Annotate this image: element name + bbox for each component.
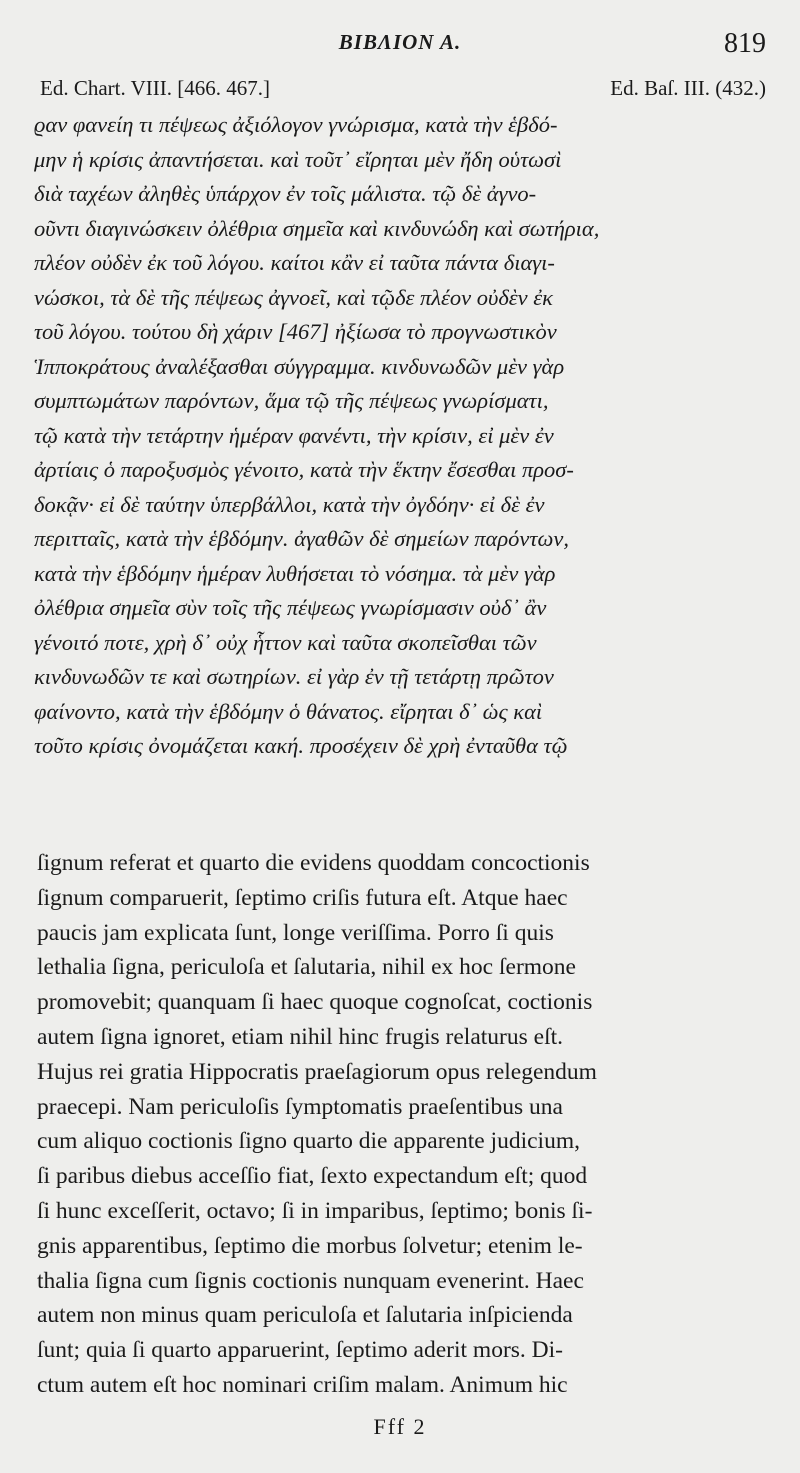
latin-text-line: ſignum comparuerit, ſeptimo criſis futura eſt. Atque haec: [37, 884, 568, 911]
latin-text-line: paucis jam explicata ſunt, longe veriſſima. Porro ſi quis: [37, 919, 554, 946]
greek-text-line: νώσκοι, τὰ δὲ τῆς πέψεως ἀγνοεῖ, καὶ τῷδε πλέον οὐδὲν ἐκ: [34, 284, 553, 310]
edition-right: Ed. Baſ. III. (432.): [610, 76, 766, 100]
latin-text-line: praecepi. Nam periculoſis ſymptomatis praeſentibus una: [37, 1093, 563, 1120]
latin-text-line: cum aliquo coctionis ſigno quarto die apparente judicium,: [37, 1128, 580, 1155]
greek-text-line: δοκᾷν· εἰ δὲ ταύτην ὑπερβάλλοι, κατὰ τὴν ὀγδόην· εἰ δὲ ἐν: [34, 491, 545, 517]
latin-text-line: promovebit; quanquam ſi haec quoque cognoſcat, coctionis: [37, 989, 593, 1016]
greek-text-line: γένοιτό ποτε, χρὴ δ᾽ οὐχ ἧττον καὶ ταῦτα σκοπεῖσθαι τῶν: [34, 629, 537, 655]
greek-text-line: τοῦτο κρίσις ὀνομάζεται κακή. προσέχειν δὲ χρὴ ἐνταῦθα τῷ: [34, 733, 568, 758]
greek-text-line: πλέον οὐδὲν ἐκ τοῦ λόγου. καίτοι κἂν εἰ ταῦτα πάντα διαγι-: [34, 250, 555, 275]
greek-text-line: ϱαν φανείη τι πέψεως ἀξιόλογον γνώρισμα, κατὰ τὴν ἑβδό-: [34, 112, 558, 137]
printer-signature: Fff 2: [373, 1414, 427, 1439]
latin-text-line: ſi hunc exceſſerit, octavo; ſi in imparibus, ſeptimo; bonis ſi-: [37, 1197, 593, 1224]
greek-text-line: μην ἡ κρίσις ἀπαντήσεται. καὶ τοῦτ᾽ εἴρηται μὲν ἤδη οὑτωσὶ: [34, 146, 562, 172]
greek-text-line: οῦντι διαγινώσκειν ὀλέθρια σημεῖα καὶ κινδυνώδη καὶ σωτήρια,: [34, 215, 600, 241]
latin-text-line: gnis apparentibus, ſeptimo die morbus ſolvetur; etenim le-: [37, 1232, 583, 1259]
latin-text-line: ctum autem eſt hoc nominari criſim malam. Animum hic: [37, 1371, 568, 1398]
greek-text-line: ἀρτίαις ὁ παροξυσμὸς γένοιτο, κατὰ τὴν ἕκτην ἔσεσθαι προσ-: [34, 457, 574, 482]
greek-text-line: τοῦ λόγου. τούτου δὴ χάριν [467] ἠξίωσα τὸ προγνωστικὸν: [34, 319, 557, 344]
greek-text-line: συμπτωμάτων παρόντων, ἅμα τῷ τῆς πέψεως γνωρίσματι,: [34, 388, 549, 413]
latin-text-line: ſunt; quia ſi quarto apparuerint, ſeptimo aderit mors. Di-: [37, 1337, 564, 1364]
latin-text-line: thalia ſigna cum ſignis coctionis nunquam evenerint. Haec: [37, 1267, 584, 1294]
latin-text-line: autem ſigna ignoret, etiam nihil hinc frugis relaturus eſt.: [37, 1023, 563, 1050]
greek-text-line: ὀλέθρια σημεῖα σὺν τοῖς τῆς πέψεως γνωρίσμασιν οὐδ᾽ ἂν: [34, 595, 547, 620]
greek-text-line: περιτταῖς, κατὰ τὴν ἑβδόμην. ἀγαθῶν δὲ σημείων παρόντων,: [34, 526, 569, 551]
page-number: 819: [724, 28, 766, 59]
edition-references: [40, 76, 766, 101]
greek-text-line: τῷ κατὰ τὴν τετάρτην ἡμέραν φανέντι, τὴν κρίσιν, εἰ μὲν ἐν: [34, 422, 554, 448]
greek-text-line: Ἱπποκράτους ἀναλέξασθαι σύγγραμμα. κινδυνωδῶν μὲν γὰρ: [34, 353, 565, 379]
latin-text-block: [37, 846, 767, 1403]
running-title: BIBΛΙΟΝ Α.: [338, 30, 462, 54]
latin-text-line: ſignum referat et quarto die evidens quoddam concoctionis: [37, 850, 590, 876]
latin-text-line: ſi paribus diebus acceſſio fiat, ſexto expectandum eſt; quod: [37, 1163, 588, 1190]
edition-left: Ed. Chart. VIII. [466. 467.]: [40, 76, 270, 100]
greek-text-line: διὰ ταχέων ἀληθὲς ὑπάρχον ἐν τοῖς μάλιστα. τῷ δὲ ἀγνο-: [34, 181, 537, 206]
greek-text-line: φαίνοντο, κατὰ τὴν ἑβδόμην ὁ θάνατος. εἴρηται δ᾽ ὡς καὶ: [34, 698, 543, 724]
latin-text-line: lethalia ſigna, periculoſa et ſalutaria, nihil ex hoc ſermone: [37, 954, 576, 981]
greek-text-block: [34, 108, 766, 764]
latin-text-line: autem non minus quam periculoſa et ſalutaria inſpicienda: [37, 1302, 573, 1329]
greek-text-line: κινδυνωδῶν τε καὶ σωτηρίων. εἰ γὰρ ἐν τῇ τετάρτῃ πρῶτον: [34, 664, 554, 689]
greek-text-line: κατὰ τὴν ἑβδόμην ἡμέραν λυθήσεται τὸ νόσημα. τὰ μὲν γὰρ: [34, 560, 556, 586]
latin-text-line: Hujus rei gratia Hippocratis praeſagiorum opus relegendum: [37, 1058, 597, 1085]
